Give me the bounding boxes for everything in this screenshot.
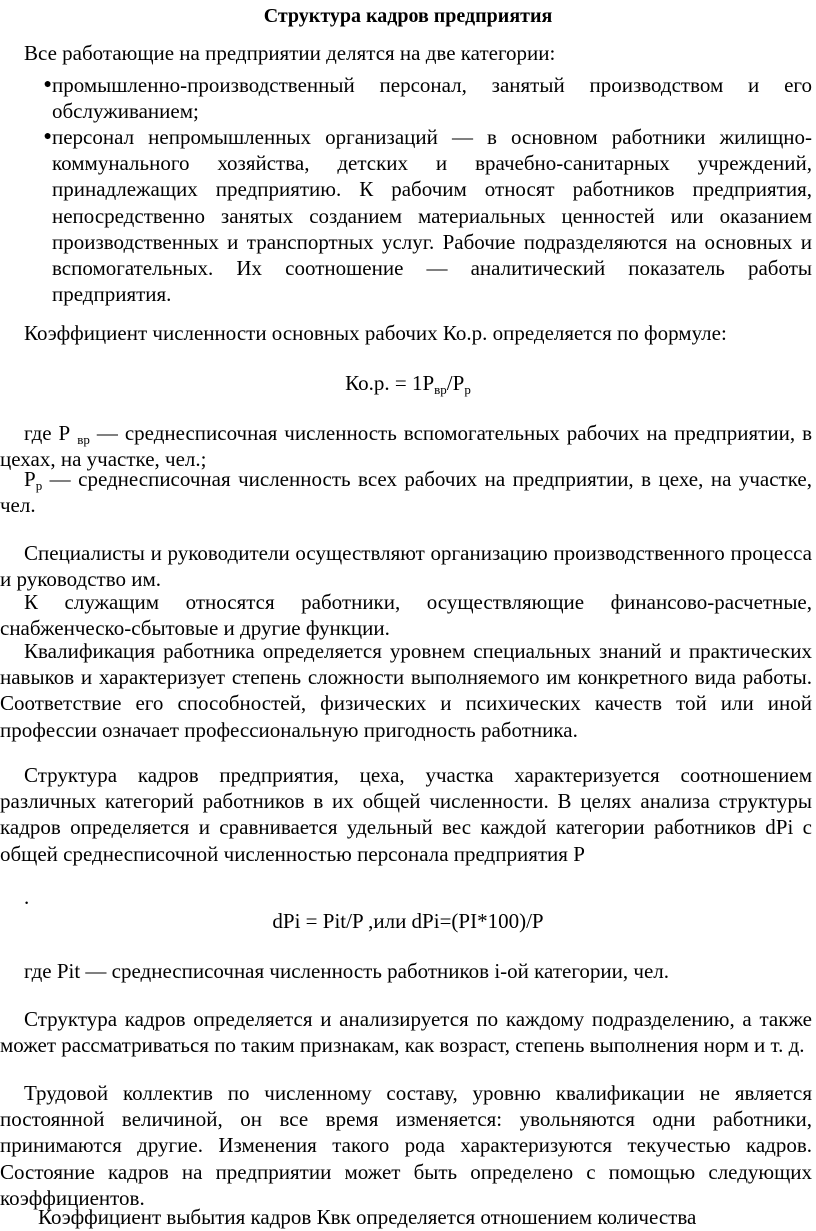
dot-line: . <box>24 885 30 909</box>
where-2-sub: р <box>35 478 43 493</box>
analysis-paragraph: Структура кадров определяется и анализируется по каждому подразделению, а также может рассматриваться по таким признакам, как возраст, степень выполнения норм и т. д. <box>0 1007 812 1058</box>
where-paragraph-2 <box>0 466 812 518</box>
where-2-start: Р <box>24 467 36 491</box>
structure-paragraph: Структура кадров предприятия, цеха, участка характеризуется соотношением различных категорий работников в их общей численности. В целях анализа структуры кадров определяется и сравнивается удельный вес каждой категории работников dPi с общей среднесписочной численностью персонала предприятия Р <box>0 763 812 866</box>
bullet-icon: ● <box>43 77 52 92</box>
collective-paragraph: Трудовой коллектив по численному составу, уровню квалификации не является постоянной величиной, он все время изменяется: увольняются одни работники, принимаются другие. Изменения такого рода характеризуются текучестью кадров. Состояние кадров на предприятии может быть определено с помощью следующих коэффициентов. <box>0 1081 812 1210</box>
formula-2: dPi = Pit/P ,или dPi=(PI*100)/P <box>272 909 544 933</box>
intro-paragraph: Все работающие на предприятии делятся на две категории: <box>24 41 556 65</box>
bullet-item-2 <box>43 124 812 307</box>
last-paragraph: Коэффициент выбытия кадров Квк определяется отношением количества <box>38 1205 697 1229</box>
formula-1-mid: /Р <box>446 371 465 395</box>
formula-1-sub-r: р <box>464 382 471 397</box>
where-1-sub: вр <box>77 432 90 447</box>
formula-1-main: Ко.р. = 1Р <box>345 371 435 395</box>
where-2-rest: — среднесписочная численность всех рабочих на предприятии, в цехе, на участке, чел. <box>0 467 812 518</box>
employees-paragraph: К служащим относятся работники, осуществляющие финансово-расчетные, снабженческо-сбытовые и другие функции. <box>0 590 812 641</box>
where-1-start: где Р <box>24 421 78 445</box>
formula-1-sub-vr: вр <box>434 382 447 397</box>
specialists-paragraph: Специалисты и руководители осуществляют организацию производственного процесса и руководство им. <box>0 541 812 592</box>
bullet-text-1: промышленно-производственный персонал, занятый производством и его обслуживанием; <box>52 73 812 124</box>
bullet-text-2: персонал непромышленных организаций — в основном работники жилищно-коммунального хозяйства, детских и врачебно-санитарных учреждений, принадлежащих предприятию. К рабочим относят работников предприятия, непосредственно занятых созданием материальных ценностей или оказанием производственных и транспортных услуг. Рабочие подразделяются на основных и вспомогательных. Их соотношение — аналитический показатель работы предприятия. <box>52 125 812 307</box>
where-paragraph-1 <box>0 420 812 472</box>
bullet-item-1 <box>43 72 812 124</box>
formula-1 <box>0 370 816 396</box>
qualification-paragraph: Квалификация работника определяется уровнем специальных знаний и практических навыков и характеризует степень сложности выполняемого им конкретного вида работы. Соответствие его способностей, физических и психических качеств той или иной профессии означает профессиональную пригодность работника. <box>0 639 812 742</box>
bullet-icon: ● <box>43 129 52 144</box>
where-paragraph-3: где Pit — среднесписочная численность работников i-ой категории, чел. <box>24 959 669 983</box>
where-1-rest: — среднесписочная численность вспомогательных рабочих на предприятии, в цехах, на участке, чел.; <box>0 421 812 472</box>
coefficient-intro: Коэффициент численности основных рабочих Ко.р. определяется по формуле: <box>24 321 727 345</box>
document-title: Структура кадров предприятия <box>263 5 553 27</box>
